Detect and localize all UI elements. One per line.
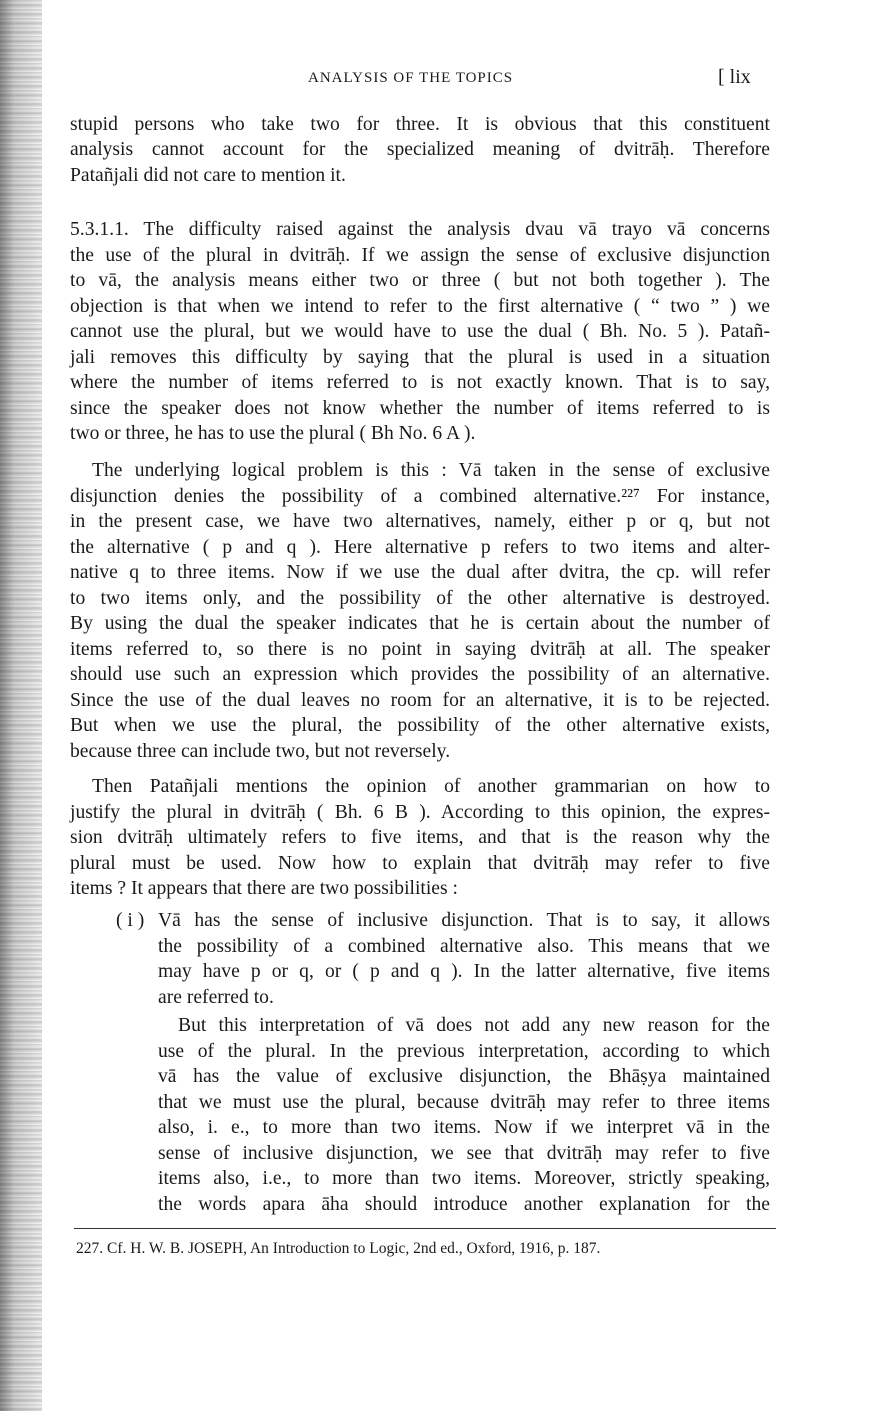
- text-line: items ? It appears that there are two possibilities :: [70, 878, 458, 899]
- text-line: the alternative ( p and q ). Here alternative p refers to two items and alter-: [70, 536, 770, 558]
- text-line: native q to three items. Now if we use the dual after dvitra, the cp. will refer: [70, 562, 770, 583]
- page-header: [70, 66, 770, 94]
- text-line: justify the plural in dvitrāḥ ( Bh. 6 B ). According to this opinion, the expres-: [70, 801, 770, 823]
- text-line: to vā, the analysis means either two or three ( but not both together ). The: [70, 270, 770, 291]
- text-line: cannot use the plural, but we would have to use the dual ( Bh. No. 5 ). Patañ-: [70, 321, 770, 342]
- text-line: two or three, he has to use the plural ( Bh No. 6 A ).: [70, 423, 476, 444]
- text-line: in the present case, we have two alternatives, namely, either p or q, but not: [70, 511, 770, 532]
- text-line: jali removes this difficulty by saying that the plural is used in a situation: [70, 346, 770, 368]
- text-line: Since the use of the dual leaves no room for an alternative, it is to be rejected.: [70, 689, 770, 711]
- footnote-rule: [74, 1228, 776, 1229]
- text-line: But when we use the plural, the possibility of the other alternative exists,: [70, 715, 770, 736]
- text-line: since the speaker does not know whether the number of items referred to is: [70, 397, 770, 419]
- text-line: use of the plural. In the previous interpretation, according to which: [158, 1040, 770, 1062]
- text-line: 5.3.1.1. The difficulty raised against the analysis dvau vā trayo vā concerns: [70, 219, 770, 240]
- text-line: analysis cannot account for the specialized meaning of dvitrāḥ. Therefore: [70, 139, 770, 160]
- text-line: to two items only, and the possibility of the other alternative is destroyed.: [70, 587, 770, 609]
- footnote: [76, 1240, 776, 1258]
- text-line: also, i. e., to more than two items. Now if we interpret vā in the: [158, 1117, 770, 1138]
- text-line: items also, i.e., to more than two items. Moreover, strictly speaking,: [158, 1168, 770, 1189]
- text-line: items referred to, so there is no point in saying dvitrāḥ at all. The speaker: [70, 638, 770, 660]
- text-line: objection is that when we intend to refer to the first alternative ( “ two ” ) we: [70, 295, 770, 317]
- text-line: disjunction denies the possibility of a combined alternative.²²⁷ For instance,: [70, 485, 770, 507]
- footnote-number: 227.: [76, 1240, 104, 1257]
- text-line: that we must use the plural, because dvitrāḥ may refer to three items: [158, 1091, 770, 1113]
- text-line: sense of inclusive disjunction, we see that dvitrāḥ may refer to five: [158, 1142, 770, 1164]
- text-line: Vā has the sense of inclusive disjunction. That is to say, it allows: [158, 910, 770, 931]
- page-number: [ lix: [718, 66, 751, 88]
- text-line: vā has the value of exclusive disjunction, the Bhāṣya maintained: [158, 1066, 770, 1087]
- running-head: ANALYSIS OF THE TOPICS: [308, 70, 514, 86]
- text-line: stupid persons who take two for three. It is obvious that this constituent: [70, 114, 770, 135]
- text-line: Then Patañjali mentions the opinion of another grammarian on how to: [92, 776, 770, 797]
- text-line: are referred to.: [158, 986, 274, 1008]
- text-line: Patañjali did not care to mention it.: [70, 165, 346, 186]
- book-spine-shadow: [0, 0, 42, 1411]
- text-line: may have p or q, or ( p and q ). In the latter alternative, five items: [158, 961, 770, 982]
- text-line: the use of the plural in dvitrāḥ. If we assign the sense of exclusive disjunction: [70, 244, 770, 266]
- text-line: the words apara āha should introduce another explanation for the: [158, 1193, 770, 1215]
- text-line: sion dvitrāḥ ultimately refers to five items, and that is the reason why the: [70, 827, 770, 848]
- text-line: the possibility of a combined alternative also. This means that we: [158, 935, 770, 957]
- list-marker: ( i ): [116, 910, 145, 931]
- text-line: where the number of items referred to is not exactly known. That is to say,: [70, 372, 770, 393]
- text-line: because three can include two, but not reversely.: [70, 740, 451, 762]
- text-line: should use such an expression which provides the possibility of an alternative.: [70, 664, 770, 685]
- text-line: plural must be used. Now how to explain that dvitrāḥ may refer to five: [70, 852, 770, 874]
- text-line: By using the dual the speaker indicates that he is certain about the number of: [70, 613, 770, 634]
- text-line: But this interpretation of vā does not add any new reason for the: [178, 1015, 770, 1036]
- text-line: The underlying logical problem is this : Vā taken in the sense of exclusive: [92, 460, 770, 481]
- footnote-text: Cf. H. W. B. JOSEPH, An Introduction to Logic, 2nd ed., Oxford, 1916, p. 187.: [107, 1240, 601, 1257]
